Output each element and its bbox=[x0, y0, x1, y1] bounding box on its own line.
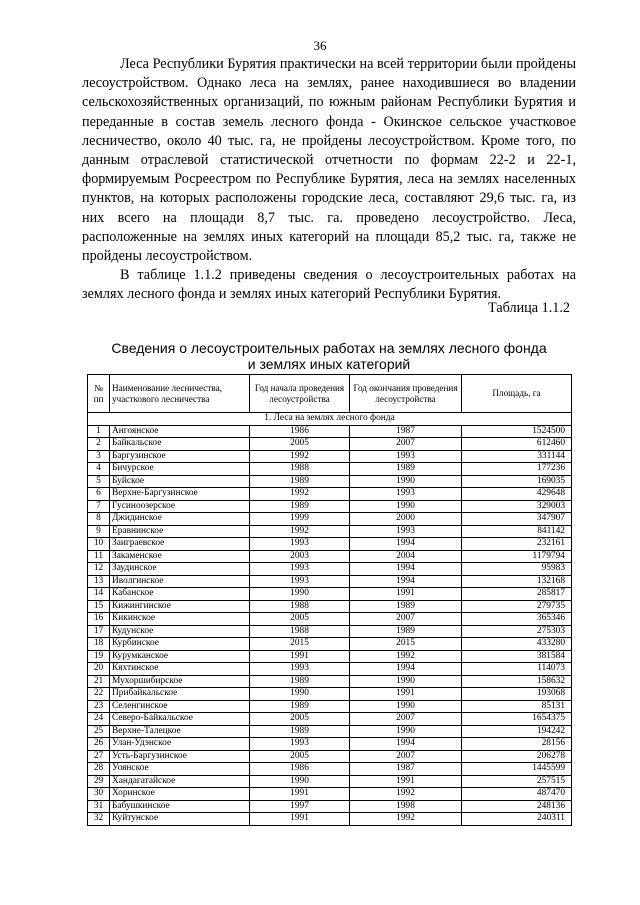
row-area: 206278 bbox=[462, 750, 572, 763]
row-end-year: 1987 bbox=[350, 763, 462, 776]
header-name: Наименование лесничества, участкового лесничества bbox=[110, 375, 250, 413]
header-start-year: Год начала проведения лесоустройства bbox=[250, 375, 350, 413]
row-number: 2 bbox=[88, 438, 110, 451]
row-area: 841142 bbox=[462, 525, 572, 538]
row-area: 248136 bbox=[462, 800, 572, 813]
table-row bbox=[88, 538, 572, 551]
row-number: 26 bbox=[88, 738, 110, 751]
row-start-year: 1986 bbox=[250, 425, 350, 438]
row-area: 365346 bbox=[462, 613, 572, 626]
row-number: 13 bbox=[88, 575, 110, 588]
row-start-year: 2015 bbox=[250, 638, 350, 651]
header-num: № пп bbox=[88, 375, 110, 413]
table-row bbox=[88, 813, 572, 826]
row-end-year: 2007 bbox=[350, 750, 462, 763]
row-forestry-name: Куйтунское bbox=[110, 813, 250, 826]
table-row bbox=[88, 688, 572, 701]
row-number: 10 bbox=[88, 538, 110, 551]
table-title bbox=[82, 340, 576, 372]
table-row bbox=[88, 613, 572, 626]
row-start-year: 1993 bbox=[250, 563, 350, 576]
row-end-year: 1994 bbox=[350, 575, 462, 588]
row-number: 22 bbox=[88, 688, 110, 701]
row-number: 1 bbox=[88, 425, 110, 438]
row-forestry-name: Северо-Байкальское bbox=[110, 713, 250, 726]
table-row bbox=[88, 763, 572, 776]
row-forestry-name: Ангоянское bbox=[110, 425, 250, 438]
row-number: 9 bbox=[88, 525, 110, 538]
row-forestry-name: Хандагатайское bbox=[110, 775, 250, 788]
forest-management-table bbox=[87, 374, 572, 826]
table-row bbox=[88, 675, 572, 688]
row-area: 158632 bbox=[462, 675, 572, 688]
row-forestry-name: Иволгинское bbox=[110, 575, 250, 588]
table-row bbox=[88, 550, 572, 563]
row-start-year: 1999 bbox=[250, 513, 350, 526]
row-area: 331144 bbox=[462, 450, 572, 463]
row-area: 114073 bbox=[462, 663, 572, 676]
row-forestry-name: Буйское bbox=[110, 475, 250, 488]
row-number: 15 bbox=[88, 600, 110, 613]
row-forestry-name: Закаменское bbox=[110, 550, 250, 563]
row-end-year: 1989 bbox=[350, 463, 462, 476]
row-area: 275303 bbox=[462, 625, 572, 638]
row-number: 31 bbox=[88, 800, 110, 813]
row-start-year: 1986 bbox=[250, 763, 350, 776]
row-number: 19 bbox=[88, 650, 110, 663]
row-number: 25 bbox=[88, 725, 110, 738]
row-end-year: 2007 bbox=[350, 613, 462, 626]
paragraph-1: Леса Республики Бурятия практически на всей территории были пройдены лесоустройством. Однако леса на землях, ранее находившиеся во владении сельскохозяйственных организаций, по южным районам Республики Бурятия и переданные в состав земель лесного фонда - Окинское сельское участковое лесничество, около 40 тыс. га, не пройдены лесоустройством. Кроме того, по данным отраслевой статистической отчетности по формам 22-2 и 22-1, формируемым Росреестром по Республике Бурятия, леса на землях населенных пунктов, на которых расположены городские леса, составляют 29,6 тыс. га, из них всего на площади 8,7 тыс. га. проведено лесоустройство. Леса, расположенные на землях иных категорий на площади 85,2 тыс. га, также не пройдены лесоустройством. bbox=[82, 56, 576, 265]
row-area: 28156 bbox=[462, 738, 572, 751]
row-end-year: 1990 bbox=[350, 700, 462, 713]
row-end-year: 1991 bbox=[350, 775, 462, 788]
row-end-year: 2015 bbox=[350, 638, 462, 651]
row-number: 8 bbox=[88, 513, 110, 526]
row-forestry-name: Прибайкальское bbox=[110, 688, 250, 701]
row-end-year: 1993 bbox=[350, 525, 462, 538]
table-row bbox=[88, 513, 572, 526]
row-start-year: 1992 bbox=[250, 525, 350, 538]
table-label: Таблица 1.1.2 bbox=[488, 300, 570, 316]
row-number: 6 bbox=[88, 488, 110, 501]
row-start-year: 1991 bbox=[250, 788, 350, 801]
row-number: 20 bbox=[88, 663, 110, 676]
row-area: 240311 bbox=[462, 813, 572, 826]
table-row bbox=[88, 475, 572, 488]
row-number: 14 bbox=[88, 588, 110, 601]
table-row bbox=[88, 488, 572, 501]
row-forestry-name: Бичурское bbox=[110, 463, 250, 476]
row-area: 232161 bbox=[462, 538, 572, 551]
row-area: 177236 bbox=[462, 463, 572, 476]
row-end-year: 1998 bbox=[350, 800, 462, 813]
row-forestry-name: Джидинское bbox=[110, 513, 250, 526]
header-area: Площадь, га bbox=[462, 375, 572, 413]
page-number: 36 bbox=[313, 38, 327, 53]
table-row bbox=[88, 563, 572, 576]
row-forestry-name: Хоринское bbox=[110, 788, 250, 801]
table-title-line-1: Сведения о лесоустроительных работах на землях лесного фонда bbox=[111, 340, 547, 356]
row-start-year: 1993 bbox=[250, 538, 350, 551]
table-row bbox=[88, 800, 572, 813]
row-start-year: 1989 bbox=[250, 500, 350, 513]
row-forestry-name: Кижингинское bbox=[110, 600, 250, 613]
row-end-year: 1989 bbox=[350, 625, 462, 638]
row-forestry-name: Улан-Удэнское bbox=[110, 738, 250, 751]
row-start-year: 1992 bbox=[250, 488, 350, 501]
row-area: 194242 bbox=[462, 725, 572, 738]
row-start-year: 1989 bbox=[250, 475, 350, 488]
paragraph-2: В таблице 1.1.2 приведены сведения о лесоустроительных работах на землях лесного фонда и землях иных категорий Республики Бурятия. bbox=[82, 267, 576, 303]
row-start-year: 1990 bbox=[250, 775, 350, 788]
row-forestry-name: Кяхтинское bbox=[110, 663, 250, 676]
row-end-year: 1994 bbox=[350, 563, 462, 576]
row-area: 285817 bbox=[462, 588, 572, 601]
row-forestry-name: Кабанское bbox=[110, 588, 250, 601]
table-row bbox=[88, 600, 572, 613]
row-number: 18 bbox=[88, 638, 110, 651]
row-end-year: 2007 bbox=[350, 438, 462, 451]
row-start-year: 2003 bbox=[250, 550, 350, 563]
body-text bbox=[82, 55, 576, 305]
table-row bbox=[88, 650, 572, 663]
row-number: 28 bbox=[88, 763, 110, 776]
row-start-year: 1988 bbox=[250, 625, 350, 638]
row-end-year: 2004 bbox=[350, 550, 462, 563]
row-number: 27 bbox=[88, 750, 110, 763]
row-number: 29 bbox=[88, 775, 110, 788]
row-number: 3 bbox=[88, 450, 110, 463]
table-row bbox=[88, 738, 572, 751]
row-area: 1524500 bbox=[462, 425, 572, 438]
row-end-year: 1992 bbox=[350, 813, 462, 826]
row-end-year: 1992 bbox=[350, 788, 462, 801]
row-forestry-name: Курбинское bbox=[110, 638, 250, 651]
table-row bbox=[88, 750, 572, 763]
row-area: 1654375 bbox=[462, 713, 572, 726]
section-row bbox=[88, 413, 572, 426]
row-end-year: 2007 bbox=[350, 713, 462, 726]
table-row bbox=[88, 625, 572, 638]
row-area: 257515 bbox=[462, 775, 572, 788]
row-number: 23 bbox=[88, 700, 110, 713]
table-title-line-2: и землях иных категорий bbox=[247, 356, 411, 372]
section-title: 1. Леса на землях лесного фонда bbox=[88, 413, 572, 426]
row-start-year: 1993 bbox=[250, 663, 350, 676]
row-area: 612460 bbox=[462, 438, 572, 451]
row-forestry-name: Уоянское bbox=[110, 763, 250, 776]
table-row bbox=[88, 775, 572, 788]
row-end-year: 1987 bbox=[350, 425, 462, 438]
row-area: 1179794 bbox=[462, 550, 572, 563]
table-row bbox=[88, 450, 572, 463]
row-end-year: 1989 bbox=[350, 600, 462, 613]
row-forestry-name: Заудинское bbox=[110, 563, 250, 576]
row-area: 429648 bbox=[462, 488, 572, 501]
row-number: 7 bbox=[88, 500, 110, 513]
row-forestry-name: Гусиноозерское bbox=[110, 500, 250, 513]
row-end-year: 1994 bbox=[350, 663, 462, 676]
row-end-year: 1992 bbox=[350, 650, 462, 663]
row-area: 433280 bbox=[462, 638, 572, 651]
row-start-year: 1997 bbox=[250, 800, 350, 813]
row-number: 16 bbox=[88, 613, 110, 626]
table-header-row bbox=[88, 375, 572, 413]
row-start-year: 1989 bbox=[250, 700, 350, 713]
row-area: 381584 bbox=[462, 650, 572, 663]
row-number: 24 bbox=[88, 713, 110, 726]
row-end-year: 1991 bbox=[350, 688, 462, 701]
row-end-year: 1990 bbox=[350, 500, 462, 513]
header-end-year: Год окончания проведения лесоустройства bbox=[350, 375, 462, 413]
row-area: 85131 bbox=[462, 700, 572, 713]
row-number: 4 bbox=[88, 463, 110, 476]
row-end-year: 1994 bbox=[350, 538, 462, 551]
table-row bbox=[88, 575, 572, 588]
row-number: 12 bbox=[88, 563, 110, 576]
row-area: 193068 bbox=[462, 688, 572, 701]
row-forestry-name: Заиграевское bbox=[110, 538, 250, 551]
row-number: 32 bbox=[88, 813, 110, 826]
row-start-year: 2005 bbox=[250, 613, 350, 626]
row-end-year: 1994 bbox=[350, 738, 462, 751]
row-end-year: 1991 bbox=[350, 588, 462, 601]
row-forestry-name: Верхне-Баргузинское bbox=[110, 488, 250, 501]
table-row bbox=[88, 525, 572, 538]
row-start-year: 1990 bbox=[250, 588, 350, 601]
row-forestry-name: Усть-Баргузинское bbox=[110, 750, 250, 763]
table-row bbox=[88, 725, 572, 738]
row-forestry-name: Мухоршибирское bbox=[110, 675, 250, 688]
row-forestry-name: Кикинское bbox=[110, 613, 250, 626]
forest-management-table-wrapper bbox=[87, 374, 571, 826]
row-forestry-name: Байкальское bbox=[110, 438, 250, 451]
row-area: 279735 bbox=[462, 600, 572, 613]
row-number: 21 bbox=[88, 675, 110, 688]
row-start-year: 1991 bbox=[250, 650, 350, 663]
row-start-year: 1988 bbox=[250, 463, 350, 476]
row-start-year: 1993 bbox=[250, 575, 350, 588]
table-row bbox=[88, 425, 572, 438]
row-area: 329003 bbox=[462, 500, 572, 513]
table-row bbox=[88, 700, 572, 713]
row-forestry-name: Баргузинское bbox=[110, 450, 250, 463]
row-forestry-name: Кудунское bbox=[110, 625, 250, 638]
row-start-year: 1991 bbox=[250, 813, 350, 826]
row-start-year: 2005 bbox=[250, 750, 350, 763]
table-row bbox=[88, 463, 572, 476]
row-start-year: 1989 bbox=[250, 675, 350, 688]
row-area: 132168 bbox=[462, 575, 572, 588]
row-forestry-name: Еравнинское bbox=[110, 525, 250, 538]
row-area: 347907 bbox=[462, 513, 572, 526]
row-end-year: 1993 bbox=[350, 450, 462, 463]
row-area: 95983 bbox=[462, 563, 572, 576]
row-number: 5 bbox=[88, 475, 110, 488]
row-end-year: 1990 bbox=[350, 725, 462, 738]
row-area: 1445599 bbox=[462, 763, 572, 776]
table-row bbox=[88, 788, 572, 801]
row-number: 11 bbox=[88, 550, 110, 563]
row-forestry-name: Селенгинское bbox=[110, 700, 250, 713]
row-start-year: 1990 bbox=[250, 688, 350, 701]
row-forestry-name: Верхне-Талецкое bbox=[110, 725, 250, 738]
row-end-year: 2000 bbox=[350, 513, 462, 526]
row-end-year: 1990 bbox=[350, 475, 462, 488]
row-end-year: 1990 bbox=[350, 675, 462, 688]
row-forestry-name: Курумканское bbox=[110, 650, 250, 663]
row-end-year: 1993 bbox=[350, 488, 462, 501]
table-row bbox=[88, 663, 572, 676]
table-row bbox=[88, 588, 572, 601]
row-number: 30 bbox=[88, 788, 110, 801]
table-row bbox=[88, 438, 572, 451]
table-row bbox=[88, 638, 572, 651]
row-area: 169035 bbox=[462, 475, 572, 488]
row-start-year: 1989 bbox=[250, 725, 350, 738]
table-row bbox=[88, 500, 572, 513]
row-start-year: 2005 bbox=[250, 438, 350, 451]
row-start-year: 1988 bbox=[250, 600, 350, 613]
row-start-year: 2005 bbox=[250, 713, 350, 726]
row-area: 487470 bbox=[462, 788, 572, 801]
row-number: 17 bbox=[88, 625, 110, 638]
table-row bbox=[88, 713, 572, 726]
row-forestry-name: Бабушкинское bbox=[110, 800, 250, 813]
row-start-year: 1992 bbox=[250, 450, 350, 463]
row-start-year: 1993 bbox=[250, 738, 350, 751]
